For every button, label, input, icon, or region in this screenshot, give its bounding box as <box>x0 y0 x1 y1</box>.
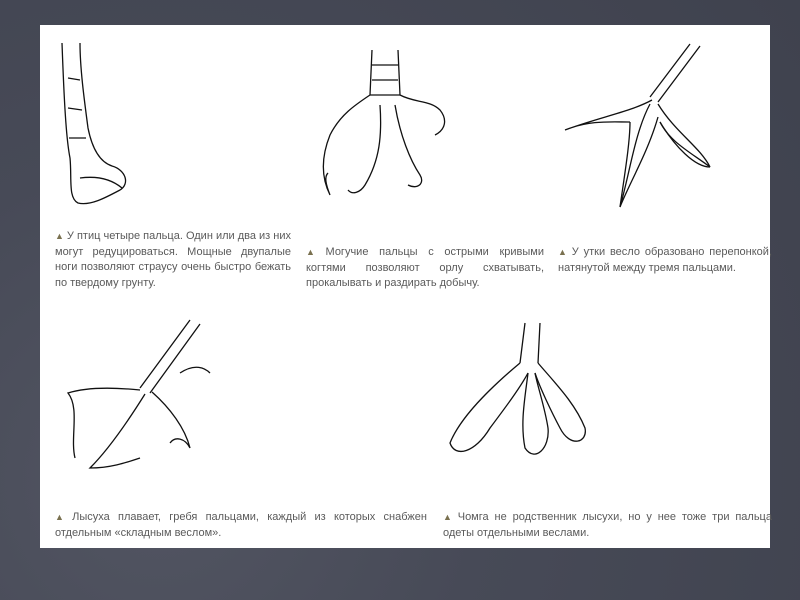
caption-coot <box>55 510 427 541</box>
triangle-bullet-icon: ▲ <box>306 247 323 257</box>
caption-text: У утки весло образовано перепонкой, натянутой между тремя пальцами. <box>558 246 772 274</box>
triangle-bullet-icon: ▲ <box>443 512 455 522</box>
triangle-bullet-icon: ▲ <box>55 512 70 522</box>
triangle-bullet-icon: ▲ <box>55 231 64 241</box>
caption-eagle <box>306 245 544 292</box>
caption-ostrich <box>55 229 291 291</box>
triangle-bullet-icon: ▲ <box>558 247 569 257</box>
ostrich-foot-illustration <box>50 38 140 208</box>
eagle-foot-illustration <box>300 45 460 205</box>
grebe-foot-illustration <box>440 318 600 468</box>
caption-grebe <box>443 510 772 541</box>
caption-text: У птиц четыре пальца. Один или два из них могут редуцироваться. Мощные двупалые ноги позволяют страусу очень быстро бежать по твердому грунту. <box>55 230 291 289</box>
caption-duck <box>558 245 772 276</box>
coot-foot-illustration <box>60 318 220 478</box>
duck-foot-illustration <box>560 42 730 214</box>
caption-text: Чомга не родственник лысухи, но у нее тоже три пальца одеты отдельными веслами. <box>443 511 772 539</box>
caption-text: Лысуха плавает, гребя пальцами, каждый из которых снабжен отдельным «складным веслом». <box>55 511 427 539</box>
caption-text: Могучие пальцы с острыми кривыми когтями позволяют орлу схватывать, прокалывать и раздирать добычу. <box>306 246 544 289</box>
